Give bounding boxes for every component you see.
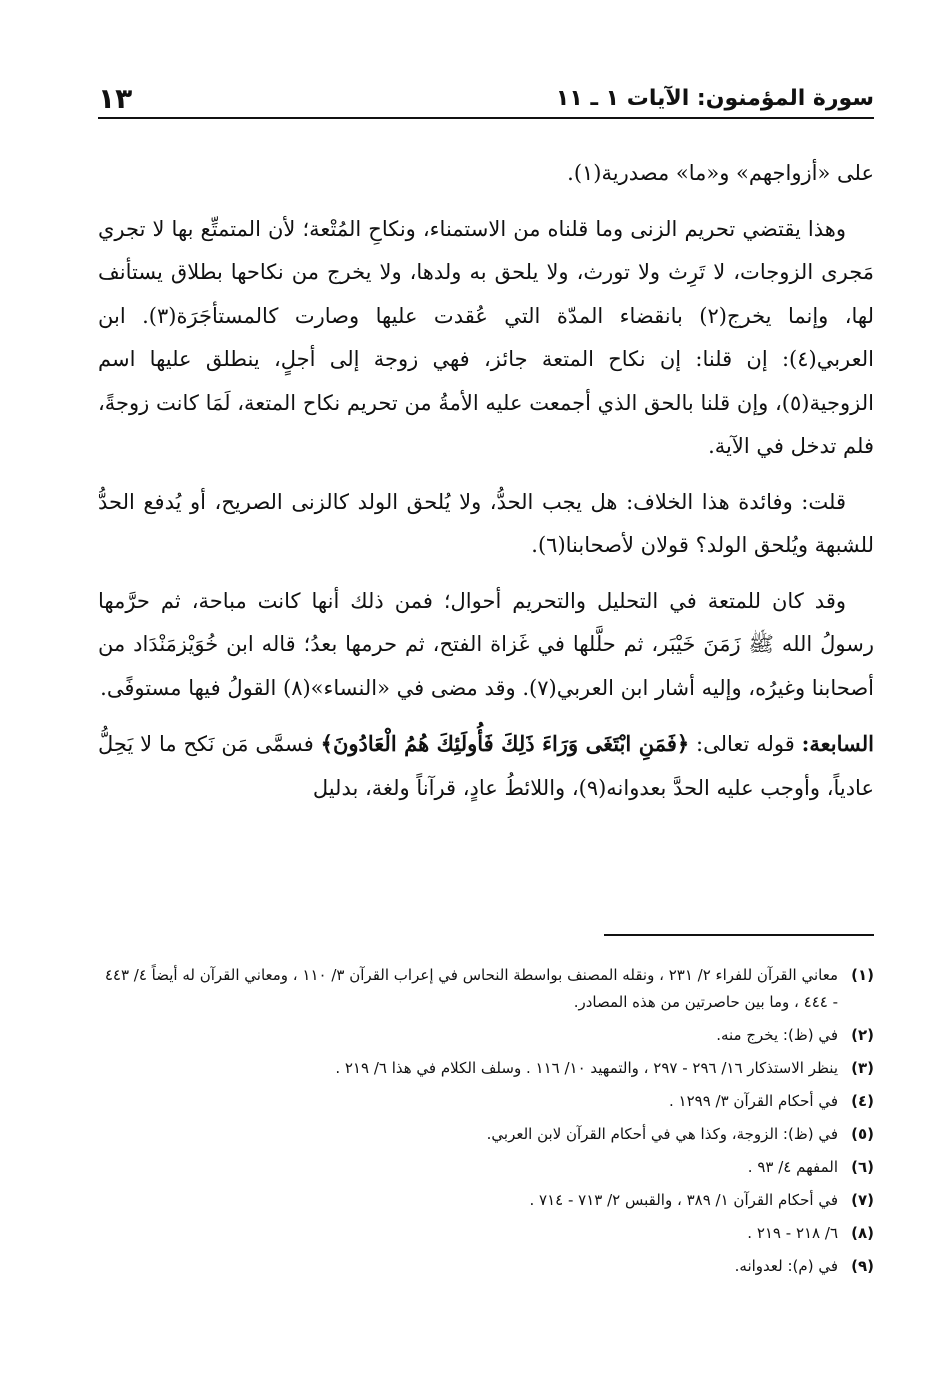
paragraph-1: على «أزواجهم» و«ما» مصدرية(١).: [567, 161, 874, 185]
footnote-5: [98, 1121, 874, 1148]
quran-verse: ﴿فَمَنِ ابْتَغَى وَرَاءَ ذَلِكَ فَأُولَئِكَ هُمُ الْعَادُونَ﴾: [320, 731, 690, 756]
footnote-text: ينظر الاستذكار ١٦/ ٢٩٦ - ٢٩٧ ، والتمهيد ١٠/ ١١٦ . وسلف الكلام في هذا ٦/ ٢١٩ .: [335, 1059, 838, 1077]
footnote-text: المفهم ٤/ ٩٣ .: [747, 1158, 838, 1176]
footnotes: [98, 962, 874, 1286]
paragraph-4: وقد كان للمتعة في التحليل والتحريم أحوال؛ فمن ذلك أنها كانت مباحة، ثم حرَّمها رسولُ الله ﷺ زَمَنَ خَيْبَر، ثم حلَّلها في غَزاة الفتح، ثم حرمها بعدُ؛ قاله ابن خُوَيْزمَنْدَاد من أصحابنا وغيرُه، وإليه أشار ابن العربي(٧). وقد مضى في «النساء»(٨) القولُ فيها مستوفًى.: [98, 588, 874, 700]
footnote-number: (٥): [851, 1125, 874, 1143]
section-heading-seventh: السابعة:: [801, 731, 874, 756]
footnote-3: [98, 1055, 874, 1082]
running-header-title: سورة المؤمنون: الآيات ١ ـ ١١: [555, 86, 874, 111]
footnote-7: [98, 1187, 874, 1214]
footnote-divider: [604, 934, 874, 936]
page-number: ١٣: [98, 82, 133, 115]
footnote-number: (٤): [851, 1092, 874, 1110]
footnote-2: [98, 1022, 874, 1049]
paragraph-5: [98, 722, 874, 810]
footnote-number: (٣): [851, 1059, 874, 1077]
footnote-text: في (ظ): يخرج منه.: [716, 1026, 838, 1044]
footnote-text: معاني القرآن للفراء ٢/ ٢٣١ ، ونقله المصنف بواسطة النحاس في إعراب القرآن ٣/ ١١٠ ، ومعاني القرآن له أيضاً ٤/ ٤٤٣ - ٤٤٤ ، وما بين حاصرتين من هذه المصادر.: [104, 966, 838, 1011]
footnote-number: (٨): [851, 1224, 874, 1242]
footnote-number: (٦): [851, 1158, 874, 1176]
footnote-1: [98, 962, 874, 1016]
paragraph-2: وهذا يقتضي تحريم الزنى وما قلناه من الاستمناء، ونكاحِ المُتْعة؛ لأن المتمتِّع بها لا تجري مَجرى الزوجات، لا تَرِث ولا تورث، ولا يلحق به ولدها، ولا يخرج من نكاحها بطلاق يستأنف لها، وإنما يخرج(٢) بانقضاء المدّة التي عُقدت عليها وصارت كالمستأجَرَة(٣). ابن العربي(٤): إن قلنا: إن نكاح المتعة جائز، فهي زوجة إلى أجلٍ، ينطلق عليها اسم الزوجية(٥)، وإن قلنا بالحق الذي أجمعت عليه الأمةُ من تحريم نكاح المتعة، لَمَا كانت زوجةً، فلم تدخل في الآية.: [98, 216, 874, 458]
footnote-8: [98, 1220, 874, 1247]
running-header: [98, 72, 874, 114]
book-page: [98, 0, 874, 1394]
footnote-text: في أحكام القرآن ٣/ ١٢٩٩ .: [668, 1092, 838, 1110]
footnote-number: (٢): [851, 1026, 874, 1044]
footnote-text: ٦/ ٢١٨ - ٢١٩ .: [747, 1224, 838, 1242]
paragraph-5-intro: قوله تعالى:: [689, 732, 802, 756]
footnote-4: [98, 1088, 874, 1115]
footnote-number: (١): [851, 966, 874, 984]
main-text: [98, 152, 874, 822]
header-divider: [98, 117, 874, 119]
paragraph-3: قلت: وفائدة هذا الخلاف: هل يجب الحدُّ، ولا يُلحق الولد كالزنى الصريح، أو يُدفع الحدُّ للشبهة ويُلحق الولد؟ قولان لأصحابنا(٦).: [98, 489, 874, 557]
footnote-number: (٩): [851, 1257, 874, 1275]
footnote-number: (٧): [851, 1191, 874, 1209]
paragraph-5-rest: فسمَّى مَن نَكح ما لا يَحِلُّ عادياً، وأوجب عليه الحدَّ بعدوانه(٩)، واللائطُ عادٍ، قرآناً ولغة، بدليل: [98, 732, 874, 800]
footnote-9: [98, 1253, 874, 1280]
footnote-text: في أحكام القرآن ١/ ٣٨٩ ، والقبس ٢/ ٧١٣ - ٧١٤ .: [529, 1191, 838, 1209]
footnote-text: في (م): لعدوانه.: [734, 1257, 838, 1275]
footnote-text: في (ظ): الزوجة، وكذا هي في أحكام القرآن لابن العربي.: [486, 1125, 838, 1143]
footnote-6: [98, 1154, 874, 1181]
